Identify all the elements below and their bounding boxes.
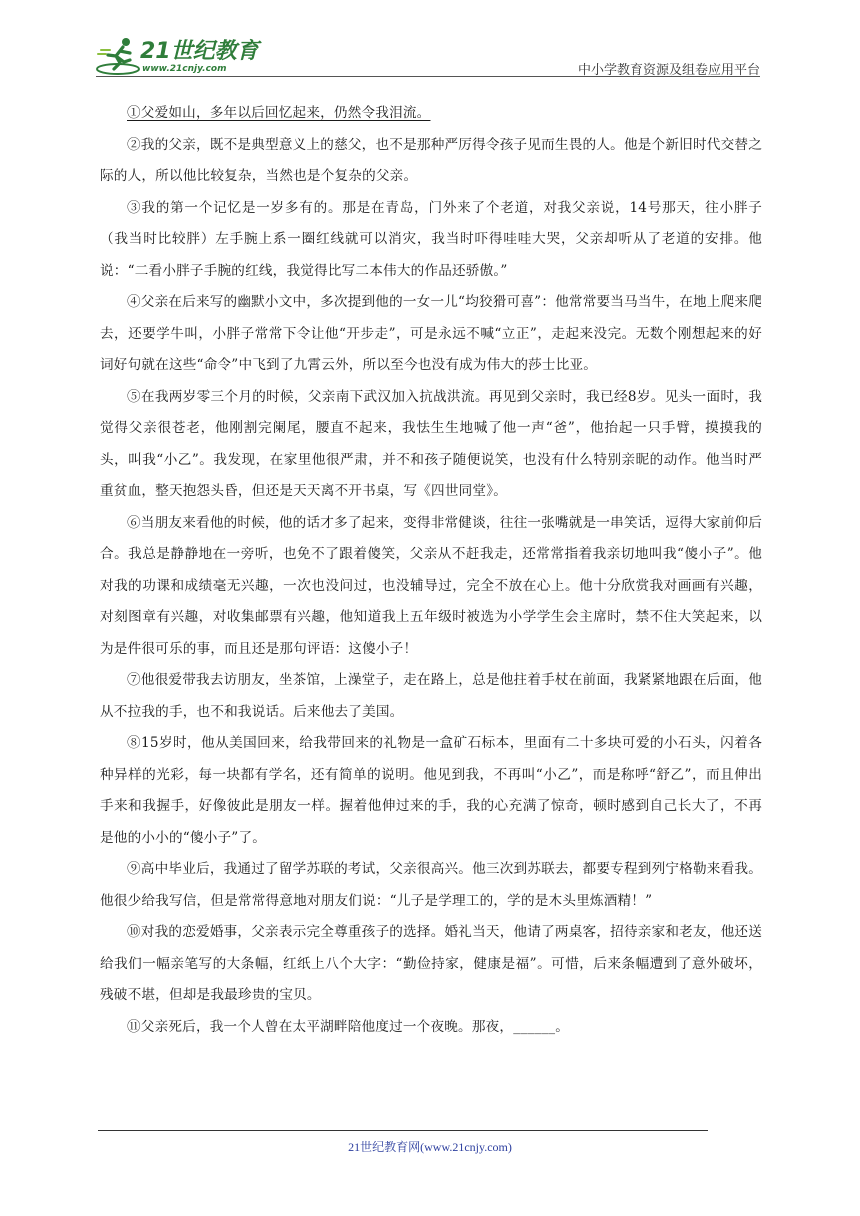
paragraph-1 <box>100 98 762 130</box>
logo-url: www.21cnjy.com <box>142 64 227 74</box>
logo-text: 21世纪教育 <box>140 39 259 64</box>
site-logo[interactable] <box>96 36 266 78</box>
paragraph-10: ⑩对我的恋爱婚事，父亲表示完全尊重孩子的选择。婚礼当天，他请了两桌客，招待亲家和老友，他还送给我们一幅亲笔写的大条幅，红纸上八个大字：“勤俭持家，健康是福”。可惜，后来条幅遭到了意外破坏，残破不堪，但却是我最珍贵的宝贝。 <box>100 924 762 1003</box>
header-tagline: 中小学教育资源及组卷应用平台 <box>577 63 760 78</box>
underlined-sentence: ①父爱如山，多年以后回忆起来，仍然令我泪流。 <box>127 105 431 121</box>
paragraph-5: ⑤在我两岁零三个月的时候，父亲南下武汉加入抗战洪流。再见到父亲时，我已经8岁。见头一面时，我觉得父亲很苍老，他刚割完阑尾，腰直不起来，我怯生生地喊了他一声“爸”，他抬起一只手臂，摸摸我的头，叫我“小乙”。我发现，在家里他很严肃，并不和孩子随便说笑，也没有什么特别亲昵的动作。他当时严重贫血，整天抱怨头昏，但还是天天离不开书桌，写《四世同堂》。 <box>100 388 762 499</box>
paragraph-7: ⑦他很爱带我去访朋友，坐茶馆，上澡堂子，走在路上，总是他拄着手杖在前面，我紧紧地跟在后面，他从不拉我的手，也不和我说话。后来他去了美国。 <box>100 672 762 720</box>
footer-divider <box>98 1130 708 1131</box>
paragraph-6: ⑥当朋友来看他的时候，他的话才多了起来，变得非常健谈，往往一张嘴就是一串笑话，逗得大家前仰后合。我总是静静地在一旁听，也免不了跟着傻笑，父亲从不赶我走，还常常指着我亲切地叫我“傻小子”。他对我的功课和成绩毫无兴趣，一次也没问过，也没辅导过，完全不放在心上。他十分欣赏我对画画有兴趣，对刻图章有兴趣，对收集邮票有兴趣，他知道我上五年级时被选为小学学生会主席时，禁不住大笑起来，以为是件很可乐的事，而且还是那句评语：这傻小子！ <box>100 514 762 657</box>
paragraph-8: ⑧15岁时，他从美国回来，给我带回来的礼物是一盒矿石标本，里面有二十多块可爱的小石头，闪着各种异样的光彩，每一块都有学名，还有简单的说明。他见到我，不再叫“小乙”，而是称呼“舒乙”，而且伸出手来和我握手，好像彼此是朋友一样。握着他伸过来的手，我的心充满了惊奇，顿时感到自己长大了，不再是他的小小的“傻小子”了。 <box>100 735 762 846</box>
paragraph-9: ⑨高中毕业后，我通过了留学苏联的考试，父亲很高兴。他三次到苏联去，都要专程到列宁格勒来看我。他很少给我写信，但是常常得意地对朋友们说：“儿子是学理工的，学的是木头里炼酒精！” <box>100 861 762 909</box>
article-body <box>100 98 762 1043</box>
paragraph-11: ⑪父亲死后，我一个人曾在太平湖畔陪他度过一个夜晚。那夜，______。 <box>127 1018 569 1035</box>
runner-logo-icon <box>96 36 142 76</box>
footer-link[interactable]: 21世纪教育网(www.21cnjy.com) <box>348 1140 512 1154</box>
header-divider <box>96 76 760 77</box>
paragraph-2: ②我的父亲，既不是典型意义上的慈父，也不是那种严厉得令孩子见而生畏的人。他是个新旧时代交替之际的人，所以他比较复杂，当然也是个复杂的父亲。 <box>100 136 762 184</box>
paragraph-4: ④父亲在后来写的幽默小文中，多次提到他的一女一儿“均狡猾可喜”：他常常要当马当牛，在地上爬来爬去，还要学牛叫，小胖子常常下令让他“开步走”，可是永远不喊“立正”，走起来没完。无数个刚想起来的好词好句就在这些“命令”中飞到了九霄云外，所以至今也没有成为伟大的莎士比亚。 <box>100 294 763 373</box>
page-header <box>96 30 760 78</box>
paragraph-3: ③我的第一个记忆是一岁多有的。那是在青岛，门外来了个老道，对我父亲说，14号那天，往小胖子（我当时比较胖）左手腕上系一圈红线就可以消灾，我当时吓得哇哇大哭，父亲却听从了老道的安排。他说：“二看小胖子手腕的红线，我觉得比写二本伟大的作品还骄傲。” <box>100 199 762 279</box>
